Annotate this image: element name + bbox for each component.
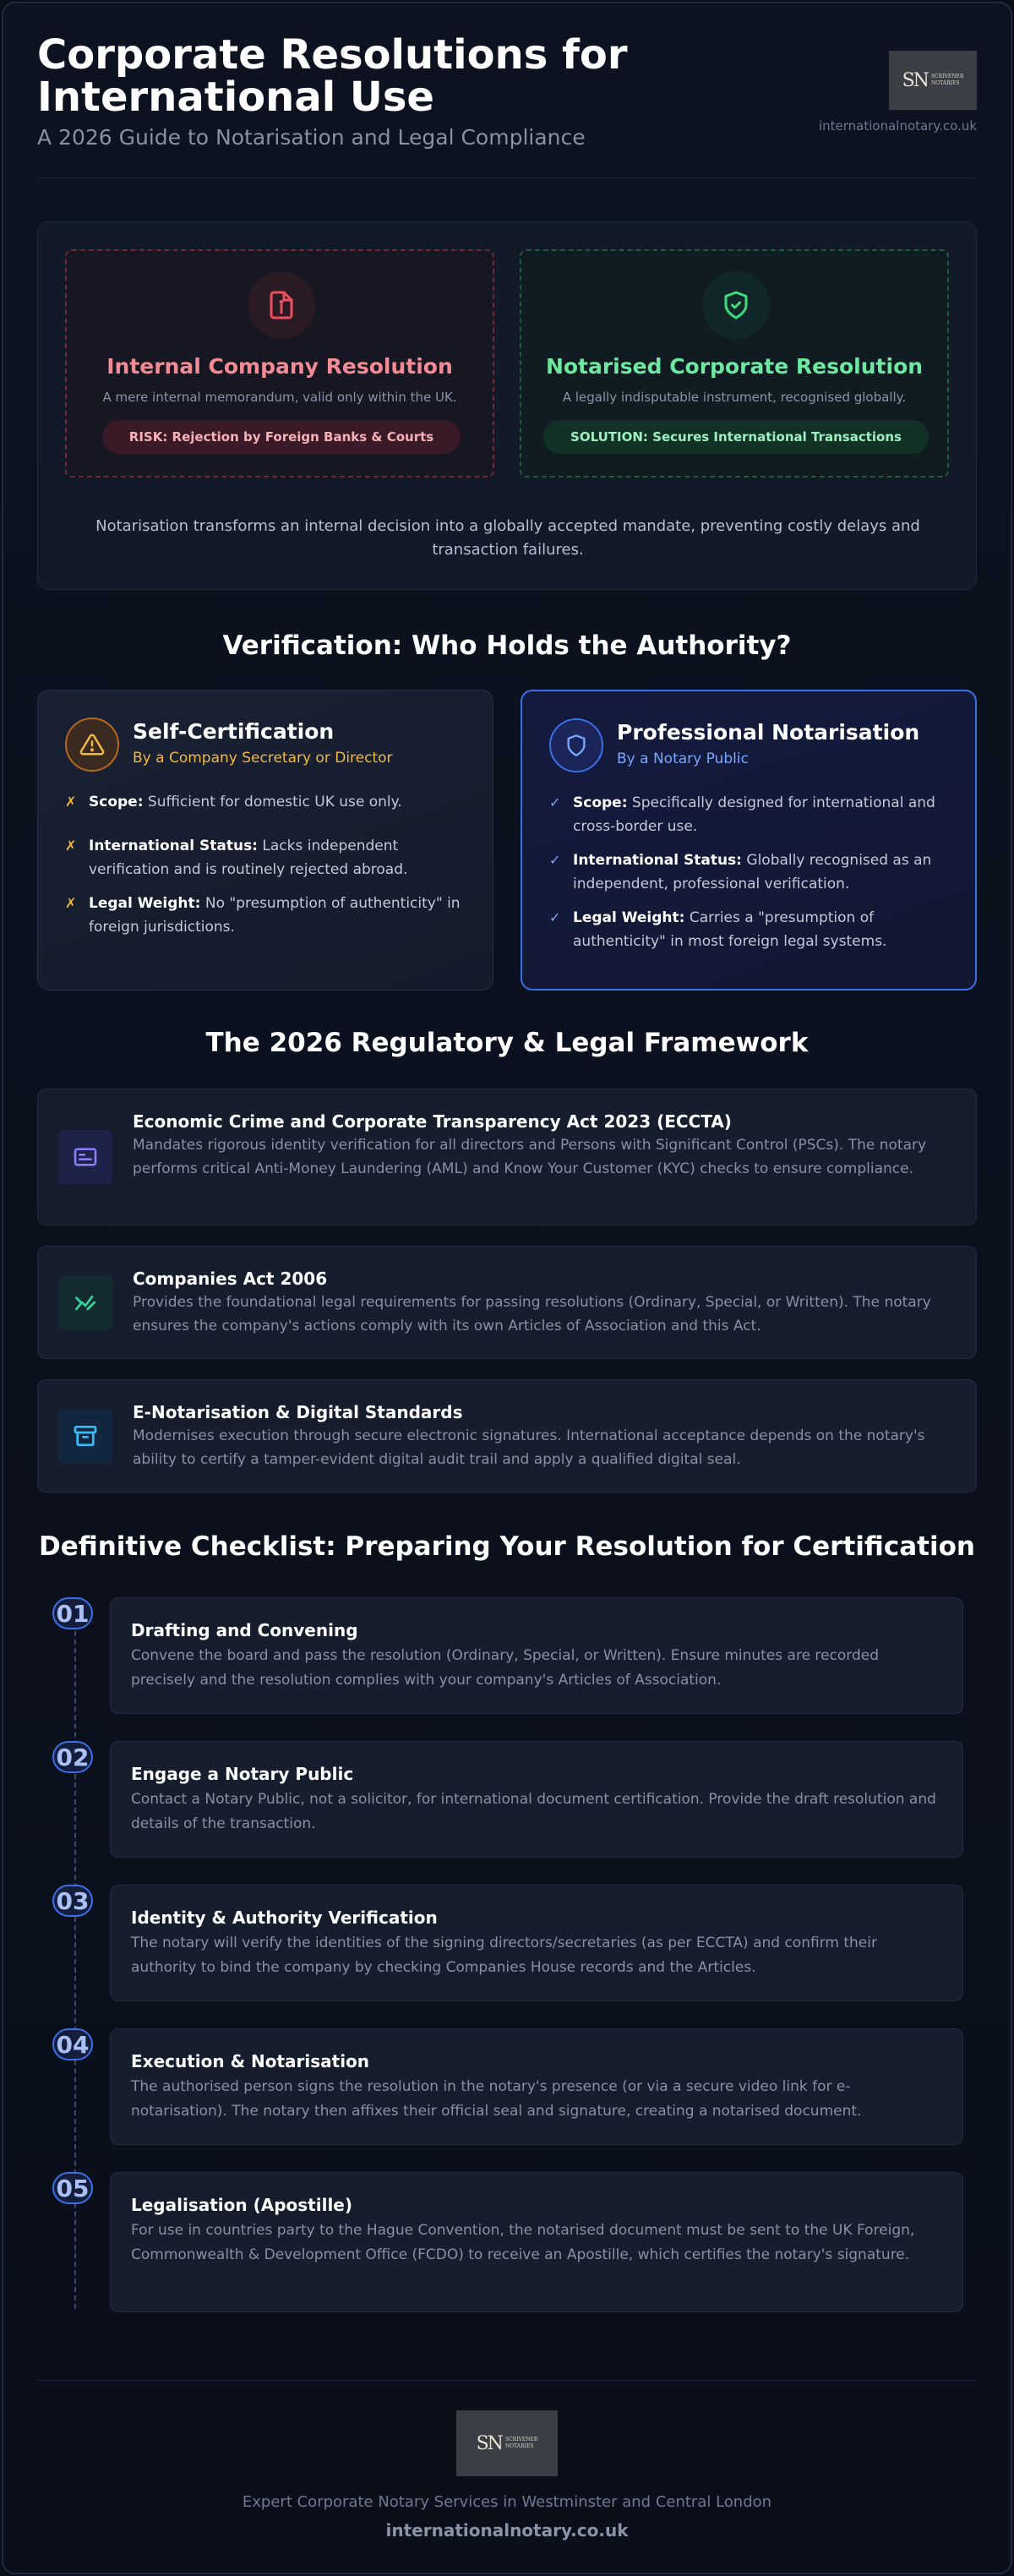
framework-item-title: E-Notarisation & Digital Standards — [133, 1402, 463, 1422]
cross-icon: ✗ — [65, 895, 77, 911]
pro-weight-item: ✓ Legal Weight: Carries a "presumption of authenticity" in most foreign legal systems. — [549, 906, 955, 953]
shield-icon — [549, 718, 603, 772]
id-card-icon — [58, 1130, 112, 1184]
archive-icon — [58, 1409, 112, 1463]
logo-monogram: SN — [476, 2432, 502, 2454]
professional-notarisation-subtitle: By a Notary Public — [617, 750, 749, 767]
check-icon: ✓ — [549, 909, 561, 925]
step-description: The notary will verify the identities of the signing directors/secretaries (as per ECCTA) and confirm their authority to bind the company by checking Companies House records and the Articles. — [131, 1935, 877, 1976]
self-certification-title: Self-Certification — [133, 719, 335, 744]
checklist-heading: Definitive Checklist: Preparing Your Resolution for Certification — [38, 1531, 975, 1562]
timeline-line — [74, 1623, 76, 2309]
checklist-step — [110, 1885, 963, 2001]
step-number-badge: 03 — [52, 1885, 93, 1917]
cross-icon: ✗ — [65, 794, 77, 810]
header-website-link[interactable]: internationalnotary.co.uk — [818, 118, 977, 134]
step-title: Execution & Notarisation — [131, 2051, 370, 2071]
internal-resolution-description: A mere internal memorandum, valid only within the UK. — [102, 390, 457, 405]
check-icon: ✓ — [549, 794, 561, 810]
checklist-step — [110, 2028, 963, 2145]
step-title: Engage a Notary Public — [131, 1764, 354, 1784]
logo-monogram: SN — [902, 69, 928, 91]
step-number-badge: 05 — [52, 2172, 93, 2204]
footer-website-link[interactable]: internationalnotary.co.uk — [385, 2520, 629, 2541]
step-number-badge: 02 — [52, 1741, 93, 1773]
step-description: Contact a Notary Public, not a solicitor, for international document certification. Provide the draft resolution and details of the transaction. — [131, 1791, 936, 1832]
checklist-step — [110, 1741, 963, 1858]
internal-resolution-title: Internal Company Resolution — [106, 354, 453, 379]
step-number-badge: 04 — [52, 2028, 93, 2060]
notarised-resolution-title: Notarised Corporate Resolution — [545, 354, 924, 379]
cross-icon: ✗ — [65, 838, 77, 854]
framework-item-description: Provides the foundational legal requirements for passing resolutions (Ordinary, Special, or Written). The notary ensures the company's actions comply with its own Articles of Association and this Act. — [133, 1294, 931, 1334]
professional-notarisation-title: Professional Notarisation — [617, 720, 920, 745]
internal-resolution-box — [65, 249, 494, 478]
header-logo[interactable] — [889, 51, 977, 110]
check-icon: ✓ — [549, 852, 561, 868]
checklist-step — [110, 1597, 963, 1714]
step-title: Drafting and Convening — [131, 1620, 358, 1640]
notarised-resolution-description: A legally indisputable instrument, recognised globally. — [562, 390, 907, 405]
comparison-card — [37, 221, 977, 590]
self-weight-item: ✗ Legal Weight: No "presumption of authenticity" in foreign jurisdictions. — [65, 892, 471, 939]
logo-wordmark: SCRIVENER NOTARIES — [504, 2437, 538, 2449]
comparison-note: Notarisation transforms an internal decision into a globally accepted mandate, preventing costly delays and transaction failures. — [95, 517, 920, 559]
framework-heading: The 2026 Regulatory & Legal Framework — [205, 1028, 809, 1058]
page-subtitle: A 2026 Guide to Notarisation and Legal Compliance — [37, 125, 586, 150]
step-description: The authorised person signs the resolution in the notary's presence (or via a secure video link for e-notarisation). The notary then affixes their official seal and signature, creating a notarised document. — [131, 2078, 862, 2120]
verification-heading: Verification: Who Holds the Authority? — [222, 630, 792, 661]
framework-item-companies-act — [37, 1246, 977, 1359]
page-title: Corporate Resolutions for International Use — [37, 31, 628, 121]
self-status-item: ✗ International Status: Lacks independent verification and is routinely rejected abroad. — [65, 834, 471, 881]
header-divider — [37, 177, 977, 178]
footer-tagline: Expert Corporate Notary Services in Westminster and Central London — [242, 2493, 772, 2511]
self-certification-card — [37, 690, 493, 991]
framework-item-description: Modernises execution through secure electronic signatures. International acceptance depends on the notary's ability to certify a tamper-evident digital audit trail and apply a qualified digital seal. — [133, 1427, 925, 1468]
document-icon — [248, 271, 315, 339]
step-description: Convene the board and pass the resolution (Ordinary, Special, or Written). Ensure minutes are recorded precisely and the resolution complies with your company's Articles of Association. — [131, 1647, 879, 1689]
step-number-badge: 01 — [52, 1597, 93, 1629]
pro-status-item: ✓ International Status: Globally recognised as an independent, professional verification. — [549, 849, 955, 896]
framework-item-eccta — [37, 1089, 977, 1225]
framework-item-title: Companies Act 2006 — [133, 1269, 328, 1289]
self-scope-item: ✗ Scope: Sufficient for domestic UK use only. — [65, 790, 471, 814]
framework-item-title: Economic Crime and Corporate Transparency Act 2023 (ECCTA) — [133, 1111, 732, 1132]
logo-wordmark: SCRIVENER NOTARIES — [930, 74, 964, 86]
footer-divider — [37, 2380, 977, 2381]
pro-scope-item: ✓ Scope: Specifically designed for international and cross-border use. — [549, 791, 955, 838]
signature-icon — [58, 1275, 112, 1329]
warning-icon — [65, 718, 119, 772]
step-description: For use in countries party to the Hague Convention, the notarised document must be sent to the UK Foreign, Commonwealth & Development Office (FCDO) to receive an Apostille, which certifies the notary's signature. — [131, 2222, 915, 2263]
professional-notarisation-card — [521, 690, 977, 991]
step-title: Identity & Authority Verification — [131, 1907, 438, 1928]
step-title: Legalisation (Apostille) — [131, 2195, 353, 2215]
solution-badge: SOLUTION: Secures International Transactions — [543, 420, 929, 454]
shield-check-icon — [702, 271, 770, 339]
framework-item-description: Mandates rigorous identity verification for all directors and Persons with Significant Control (PSCs). The notary performs critical Anti-Money Laundering (AML) and Know Your Customer (KYC) checks to ensure compliance. — [133, 1137, 927, 1177]
risk-badge: RISK: Rejection by Foreign Banks & Courts — [102, 420, 461, 454]
checklist-step — [110, 2172, 963, 2312]
footer-logo[interactable] — [456, 2410, 558, 2476]
framework-item-e-notarisation — [37, 1379, 977, 1493]
notarised-resolution-box — [520, 249, 949, 478]
self-certification-subtitle: By a Company Secretary or Director — [133, 750, 393, 767]
